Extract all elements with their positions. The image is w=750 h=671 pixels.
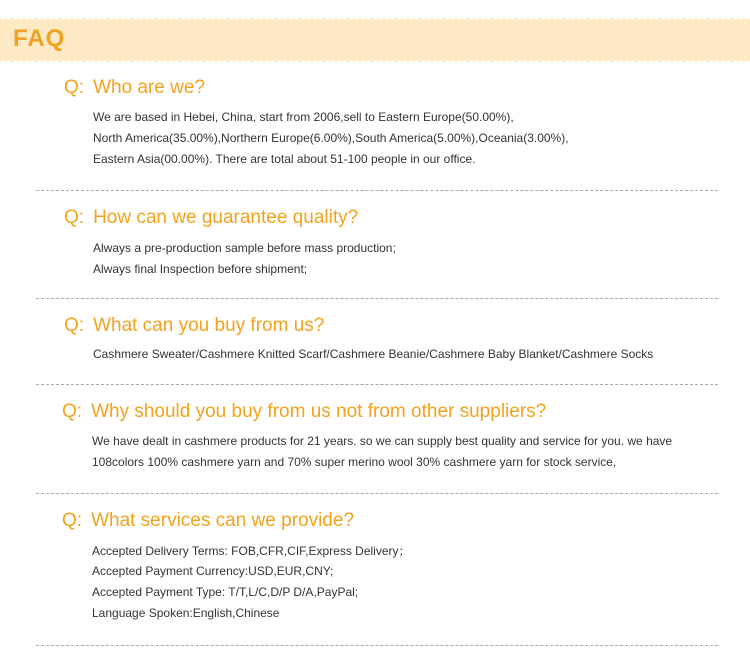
answer-line: North America(35.00%),Northern Europe(6.00%),South America(5.00%),Oceania(3.00%), [93, 131, 569, 145]
answer-line: We are based in Hebei, China, start from 2006,sell to Eastern Europe(50.00%), [93, 110, 514, 124]
faq-divider [36, 493, 718, 494]
question-prefix: Q: [64, 77, 85, 98]
faq-question [62, 510, 354, 532]
question-prefix: Q: [62, 510, 83, 531]
faq-header-band [0, 17, 750, 63]
answer-line: Accepted Payment Type: T/T,L/C,D/P D/A,PayPal; [92, 585, 359, 599]
question-prefix: Q: [64, 315, 85, 336]
faq-divider [36, 298, 718, 299]
faq-question [64, 207, 358, 229]
answer-line: 108colors 100% cashmere yarn and 70% super merino wool 30% cashmere yarn for stock service, [92, 455, 617, 469]
faq-divider [36, 384, 718, 385]
faq-divider [36, 645, 718, 646]
answer-line: Always a pre-production sample before mass production; [93, 241, 396, 255]
faq-question [64, 315, 324, 337]
question-text: Why should you buy from us not from other suppliers? [91, 401, 547, 422]
question-text: Who are we? [93, 77, 206, 98]
question-prefix: Q: [62, 401, 83, 422]
faq-question [64, 77, 205, 99]
question-text: How can we guarantee quality? [93, 207, 359, 228]
answer-line: Cashmere Sweater/Cashmere Knitted Scarf/Cashmere Beanie/Cashmere Baby Blanket/Cashmere Socks [93, 347, 654, 361]
answer-line: We have dealt in cashmere products for 21 years. so we can supply best quality and service for you. we have [92, 434, 673, 448]
answer-line: Accepted Delivery Terms: FOB,CFR,CIF,Express Delivery； [92, 544, 411, 558]
answer-line: Always final Inspection before shipment; [93, 262, 308, 276]
answer-line: Language Spoken:English,Chinese [92, 606, 280, 620]
answer-line: Accepted Payment Currency:USD,EUR,CNY; [92, 564, 334, 578]
question-text: What can you buy from us? [93, 315, 325, 336]
faq-heading: FAQ [13, 25, 66, 52]
question-prefix: Q: [64, 207, 85, 228]
question-text: What services can we provide? [91, 510, 355, 531]
answer-line: Eastern Asia(00.00%). There are total about 51-100 people in our office. [93, 152, 476, 166]
faq-question [62, 401, 546, 423]
faq-divider [36, 190, 718, 191]
